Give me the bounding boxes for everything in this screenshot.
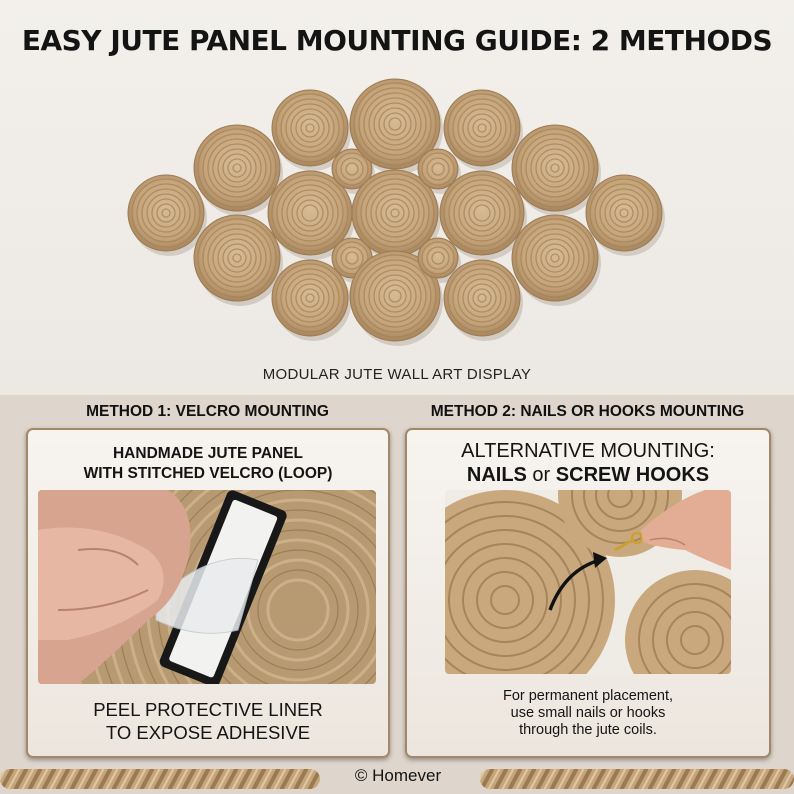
jute-coil <box>128 175 204 251</box>
jute-coil <box>512 125 598 211</box>
velcro-method-card <box>26 428 390 758</box>
jute-wall-art-illustration <box>0 0 794 395</box>
jute-coil <box>512 215 598 301</box>
nails-card-title-line1: ALTERNATIVE MOUNTING: <box>461 440 715 462</box>
nails-card-title-line2: NAILS or SCREW HOOKS <box>466 464 710 486</box>
velcro-peel-photo <box>38 490 376 684</box>
jute-coil <box>586 175 662 251</box>
rope-decoration-left <box>0 766 320 792</box>
screw-hook-illustration <box>445 490 731 674</box>
jute-coil <box>440 171 524 255</box>
jute-coil <box>444 90 520 166</box>
nails-card-caption: For permanent placement, use small nails or hooks through the jute coils. <box>502 688 674 738</box>
jute-coil <box>272 90 348 166</box>
velcro-card-title: HANDMADE JUTE PANEL WITH STITCHED VELCRO (LOOP) <box>83 445 333 482</box>
method1-heading: METHOD 1: VELCRO MOUNTING <box>86 403 329 420</box>
nails-method-card <box>405 428 771 758</box>
copyright-text: © Homever <box>354 766 442 785</box>
velcro-card-caption: PEEL PROTECTIVE LINER TO EXPOSE ADHESIVE <box>93 699 323 743</box>
jute-coil <box>418 238 458 278</box>
jute-coil <box>194 125 280 211</box>
rope-decoration-right <box>480 766 794 792</box>
page-title: EASY JUTE PANEL MOUNTING GUIDE: 2 METHODS <box>21 24 773 57</box>
method2-heading: METHOD 2: NAILS OR HOOKS MOUNTING <box>430 403 745 420</box>
jute-coil <box>194 215 280 301</box>
velcro-strip-illustration <box>38 490 376 684</box>
jute-coil <box>444 260 520 336</box>
hero-section <box>0 0 794 395</box>
hero-caption: MODULAR JUTE WALL ART DISPLAY <box>262 366 532 383</box>
screw-hook-photo <box>445 490 731 674</box>
